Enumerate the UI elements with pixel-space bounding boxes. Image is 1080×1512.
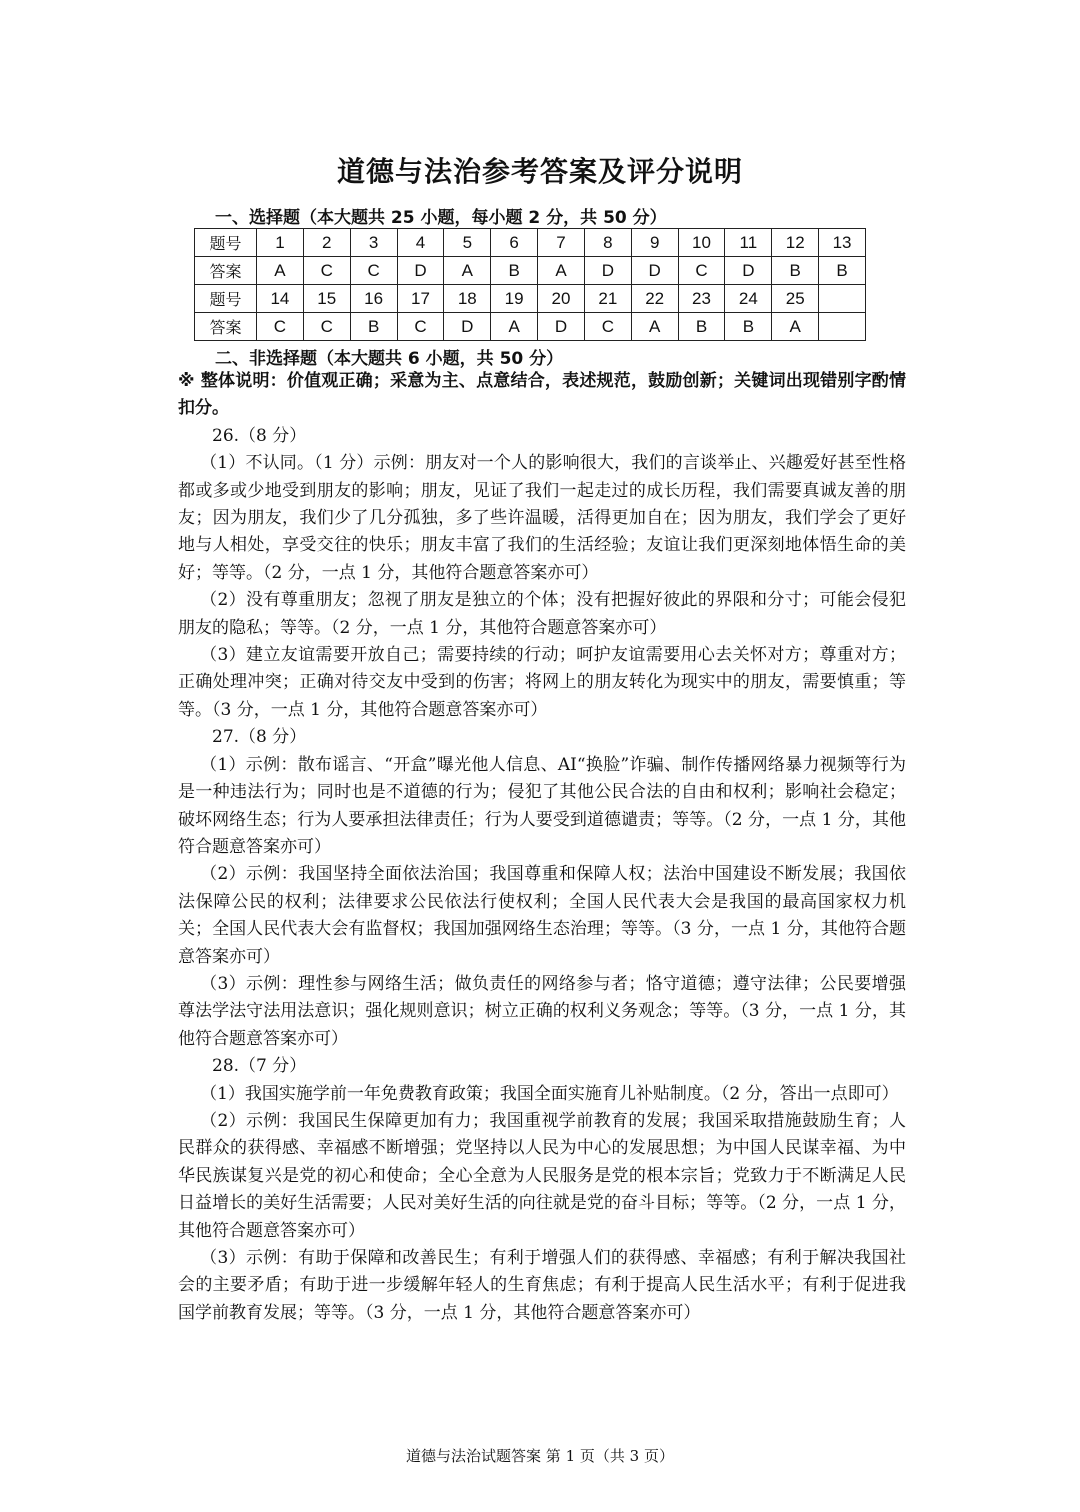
table-cell: 11 <box>725 229 772 257</box>
table-cell: 12 <box>772 229 819 257</box>
table-cell: 1 <box>257 229 304 257</box>
table-cell: B <box>772 257 819 285</box>
row-label-answer: 答案 <box>195 257 257 285</box>
table-cell: B <box>725 313 772 341</box>
table-cell: 8 <box>584 229 631 257</box>
table-cell: D <box>631 257 678 285</box>
table-cell: C <box>303 257 350 285</box>
table-cell <box>819 285 866 313</box>
table-cell: C <box>397 313 444 341</box>
table-cell: 25 <box>772 285 819 313</box>
q26-answer-3: （3）建立友谊需要开放自己；需要持续的行动；呵护友谊需要用心去关怀对方；尊重对方；正确处理冲突；正确对待交友中受到的伤害；将网上的朋友转化为现实中的朋友，需要慎重；等等。（3 分，一点 1 分，其他符合题意答案亦可） <box>178 645 906 720</box>
table-cell: 17 <box>397 285 444 313</box>
table-cell: A <box>491 313 538 341</box>
page-footer: 道德与法治试题答案 第 1 页（共 3 页） <box>406 1447 674 1465</box>
table-cell <box>819 313 866 341</box>
table-cell: D <box>444 313 491 341</box>
q26-answer-1: （1）不认同。（1 分）示例：朋友对一个人的影响很大，我们的言谈举止、兴趣爱好甚至性格都或多或少地受到朋友的影响；朋友，见证了我们一起走过的成长历程，我们需要真诚友善的朋友；因为朋友，我们少了几分孤独，多了些许温暖，活得更加自在；因为朋友，我们学会了更好地与人相处，享受交往的快乐；朋友丰富了我们的生活经验；友谊让我们更深刻地体悟生命的美好；等等。（2 分，一点 1 分，其他符合题意答案亦可） <box>178 453 906 583</box>
question-27-label: 27.（8 分） <box>212 727 307 748</box>
q27-answer-2: （2）示例：我国坚持全面依法治国；我国尊重和保障人权；法治中国建设不断发展；我国依法保障公民的权利；法律要求公民依法行使权利；全国人民代表大会是我国的最高国家权力机关；全国人民代表大会有监督权；我国加强网络生态治理；等等。（3 分，一点 1 分，其他符合题意答案亦可） <box>178 864 906 967</box>
table-row <box>195 313 866 341</box>
table-cell: 14 <box>257 285 304 313</box>
table-cell: 21 <box>584 285 631 313</box>
table-cell: C <box>350 257 397 285</box>
table-cell: 19 <box>491 285 538 313</box>
table-row <box>195 229 866 257</box>
answer-table <box>194 228 866 341</box>
table-cell: 2 <box>303 229 350 257</box>
table-cell: 5 <box>444 229 491 257</box>
q26-answer-2: （2）没有尊重朋友；忽视了朋友是独立的个体；没有把握好彼此的界限和分寸；可能会侵犯朋友的隐私；等等。（2 分，一点 1 分，其他符合题意答案亦可） <box>178 590 906 638</box>
table-cell: D <box>397 257 444 285</box>
table-cell: B <box>350 313 397 341</box>
q28-answer-1: （1）我国实施学前一年免费教育政策；我国全面实施育儿补贴制度。（2 分，答出一点即可） <box>200 1083 899 1104</box>
table-cell: B <box>678 313 725 341</box>
table-cell: B <box>491 257 538 285</box>
table-cell: C <box>303 313 350 341</box>
question-26-label: 26.（8 分） <box>212 425 307 446</box>
table-cell: C <box>584 313 631 341</box>
page-title: 道德与法治参考答案及评分说明 <box>336 155 743 188</box>
table-row <box>195 285 866 313</box>
table-cell: D <box>725 257 772 285</box>
q27-answer-1: （1）示例：散布谣言、“开盒”曝光他人信息、AI“换脸”诈骗、制作传播网络暴力视频等行为是一种违法行为；同时也是不道德的行为；侵犯了其他公民合法的自由和权利；影响社会稳定；破坏网络生态；行为人要承担法律责任；行为人要受到道德谴责；等等。（2 分，一点 1 分，其他符合题意答案亦可） <box>178 754 906 857</box>
row-label-number: 题号 <box>195 285 257 313</box>
table-cell: D <box>584 257 631 285</box>
table-cell: 13 <box>819 229 866 257</box>
table-cell: A <box>772 313 819 341</box>
table-cell: A <box>631 313 678 341</box>
row-label-number: 题号 <box>195 229 257 257</box>
table-cell: D <box>538 313 585 341</box>
table-cell: 6 <box>491 229 538 257</box>
table-row <box>195 257 866 285</box>
q28-answer-3: （3）示例：有助于保障和改善民生；有利于增强人们的获得感、幸福感；有利于解决我国社会的主要矛盾；有助于进一步缓解年轻人的生育焦虑；有利于提高人民生活水平；有利于促进我国学前教育发展；等等。（3 分，一点 1 分，其他符合题意答案亦可） <box>178 1248 906 1323</box>
section1-heading: 一、选择题（本大题共 25 小题，每小题 2 分，共 50 分） <box>215 208 667 228</box>
table-cell: A <box>257 257 304 285</box>
table-cell: 23 <box>678 285 725 313</box>
table-cell: 10 <box>678 229 725 257</box>
general-note: ※ 整体说明：价值观正确；采意为主、点意结合，表述规范，鼓励创新；关键词出现错别字酌情扣分。 <box>178 371 906 419</box>
table-cell: 9 <box>631 229 678 257</box>
table-cell: B <box>819 257 866 285</box>
section2-heading: 二、非选择题（本大题共 6 小题，共 50 分） <box>215 349 564 369</box>
table-cell: 7 <box>538 229 585 257</box>
table-cell: 15 <box>303 285 350 313</box>
table-cell: 22 <box>631 285 678 313</box>
table-cell: A <box>444 257 491 285</box>
table-cell: 3 <box>350 229 397 257</box>
table-cell: C <box>678 257 725 285</box>
row-label-answer: 答案 <box>195 313 257 341</box>
table-cell: C <box>257 313 304 341</box>
table-cell: 20 <box>538 285 585 313</box>
answers-body <box>178 368 906 1327</box>
table-cell: 16 <box>350 285 397 313</box>
table-cell: 24 <box>725 285 772 313</box>
question-28-label: 28.（7 分） <box>212 1056 307 1077</box>
table-cell: A <box>538 257 585 285</box>
q27-answer-3: （3）示例：理性参与网络生活；做负责任的网络参与者；恪守道德；遵守法律；公民要增强尊法学法守法用法意识；强化规则意识；树立正确的权利义务观念；等等。（3 分，一点 1 分，其他符合题意答案亦可） <box>178 973 906 1049</box>
table-cell: 4 <box>397 229 444 257</box>
q28-answer-2: （2）示例：我国民生保障更加有力；我国重视学前教育的发展；我国采取措施鼓励生育；人民群众的获得感、幸福感不断增强；党坚持以人民为中心的发展思想；为中国人民谋幸福、为中华民族谋复兴是党的初心和使命；全心全意为人民服务是党的根本宗旨；党致力于不断满足人民日益增长的美好生活需要；人民对美好生活的向往就是党的奋斗目标；等等。（2 分，一点 1 分，其他符合题意答案亦可） <box>178 1110 906 1241</box>
table-cell: 18 <box>444 285 491 313</box>
